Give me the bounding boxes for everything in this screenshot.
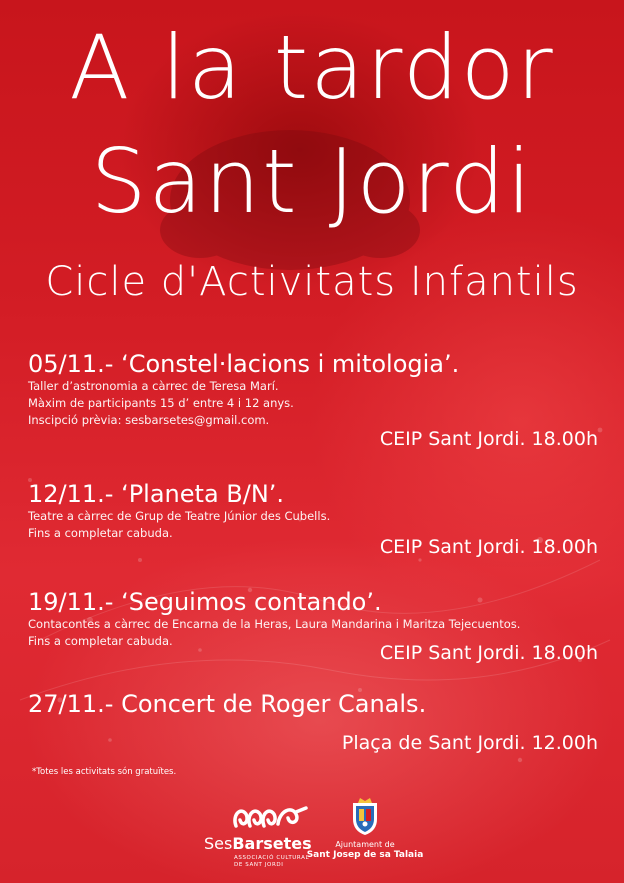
ajuntament-line-1: Ajuntament de [335, 840, 395, 849]
sesbarsetes-subtitle-1: ASSOCIACIÓ CULTURAL [234, 855, 310, 861]
sesbarsetes-logo [200, 798, 310, 873]
event-detail: Inscipció prèvia: sesbarsetes@gmail.com. [28, 413, 270, 427]
coat-of-arms-icon [348, 797, 382, 837]
event-detail: Contacontes a càrrec de Encarna de la Heras, Laura Mandarina i Maritza Tejecuentos. [28, 617, 521, 631]
event-detail: Taller d’astronomia a càrrec de Teresa Marí. [28, 379, 279, 393]
event-item [28, 690, 598, 754]
event-item [28, 350, 598, 450]
event-title: 12/11.- ‘Planeta B/N’. [28, 480, 285, 508]
event-detail: Màxim de participants 15 d’ entre 4 i 12 anys. [28, 396, 294, 410]
event-item [28, 480, 598, 558]
event-detail: Teatre a càrrec de Grup de Teatre Júnior des Cubells. [28, 509, 331, 523]
event-title: 05/11.- ‘Constel·lacions i mitologia’. [28, 350, 460, 378]
event-detail: Fins a completar cabuda. [28, 526, 173, 540]
event-title: 27/11.- Concert de Roger Canals. [28, 690, 427, 718]
event-venue: CEIP Sant Jordi. 18.00h [379, 536, 598, 558]
event-item [28, 588, 598, 664]
event-title: 19/11.- ‘Seguimos contando’. [28, 588, 382, 616]
subtitle: Cicle d'Activitats Infantils [45, 259, 579, 305]
title-line-2: Sant Jordi [90, 130, 534, 233]
sesbarsetes-name: Barsetes [232, 834, 312, 853]
ajuntament-line-2: Sant Josep de sa Talaia [306, 850, 424, 860]
sesbarsetes-prefix: Ses [204, 834, 233, 853]
event-venue: CEIP Sant Jordi. 18.00h [379, 428, 598, 450]
sesbarsetes-subtitle-2: DE SANT JORDI [234, 862, 284, 868]
event-venue: Plaça de Sant Jordi. 12.00h [341, 732, 598, 754]
event-detail: Fins a completar cabuda. [28, 634, 173, 648]
ajuntament-logo [300, 797, 430, 872]
footnote: *Totes les activitats són gratuïtes. [32, 767, 177, 777]
title-line-1: A la tardor [69, 16, 555, 119]
sesbarsetes-logo-icon [230, 800, 310, 834]
event-venue: CEIP Sant Jordi. 18.00h [379, 642, 598, 664]
